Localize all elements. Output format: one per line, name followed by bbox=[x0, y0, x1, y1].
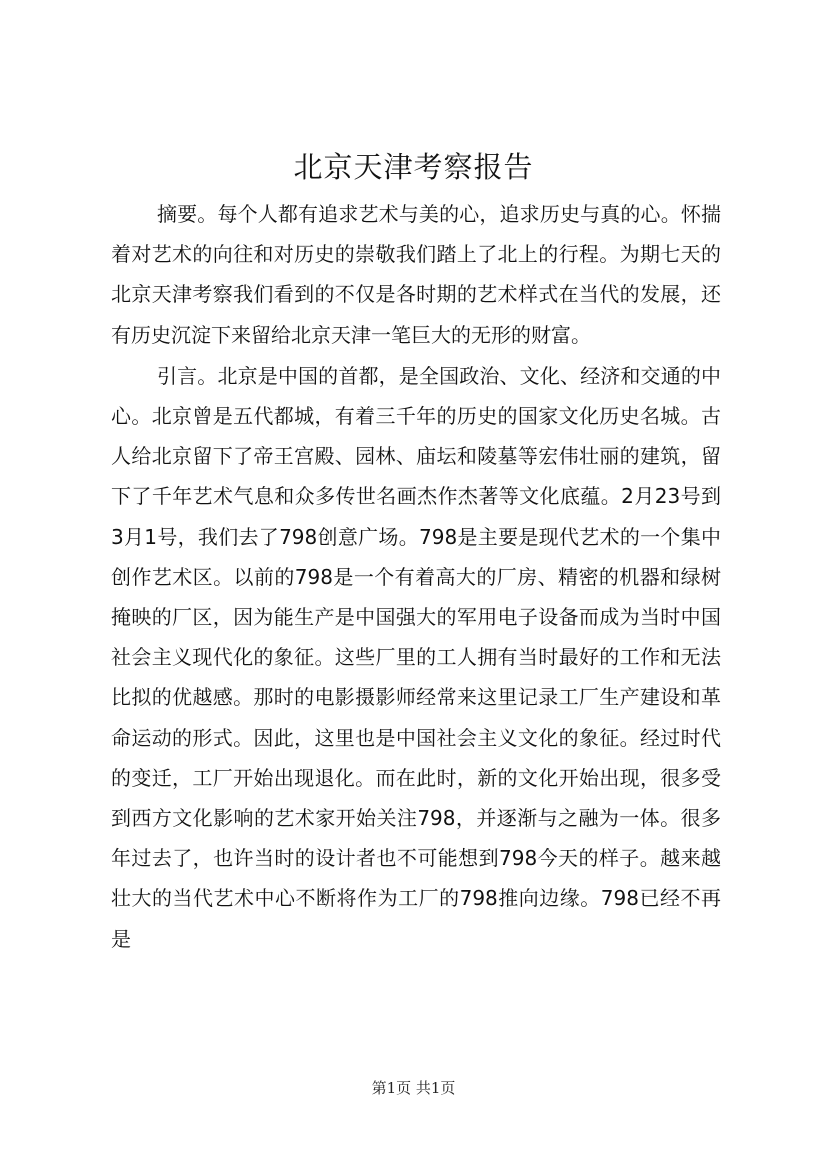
document-body bbox=[111, 194, 721, 959]
page-number-footer: 第1页 共1页 bbox=[371, 1079, 456, 1097]
paragraph-introduction: 引言。北京是中国的首都，是全国政治、文化、经济和交通的中心。北京曾是五代都城，有着三千年的历史的国家文化历史名城。古人给北京留下了帝王宫殿、园林、庙坛和陵墓等宏伟壮丽的建筑，留下了千年艺术气息和众多传世名画杰作杰著等文化底蕴。2月23号到3月1号，我们去了798创意广场。798是主要是现代艺术的一个集中创作艺术区。以前的798是一个有着高大的厂房、精密的机器和绿树掩映的厂区，因为能生产是中国强大的军用电子设备而成为当时中国社会主义现代化的象征。这些厂里的工人拥有当时最好的工作和无法比拟的优越感。那时的电影摄影师经常来这里记录工厂生产建设和革命运动的形式。因此，这里也是中国社会主义文化的象征。经过时代的变迁，工厂开始出现退化。而在此时，新的文化开始出现，很多受到西方文化影响的艺术家开始关注798，并逐渐与之融为一体。很多年过去了，也许当时的设计者也不可能想到798今天的样子。越来越壮大的当代艺术中心不断将作为工厂的798推向边缘。798已经不再是 bbox=[111, 363, 721, 951]
document-body-viewport bbox=[100, 194, 740, 1026]
document-title: 北京天津考察报告 bbox=[293, 150, 534, 184]
paragraph-abstract: 摘要。每个人都有追求艺术与美的心，追求历史与真的心。怀揣着对艺术的向往和对历史的崇敬我们踏上了北上的行程。为期七天的北京天津考察我们看到的不仅是各时期的艺术样式在当代的发展，还有历史沉淀下来留给北京天津一笔巨大的无形的财富。 bbox=[111, 202, 721, 347]
